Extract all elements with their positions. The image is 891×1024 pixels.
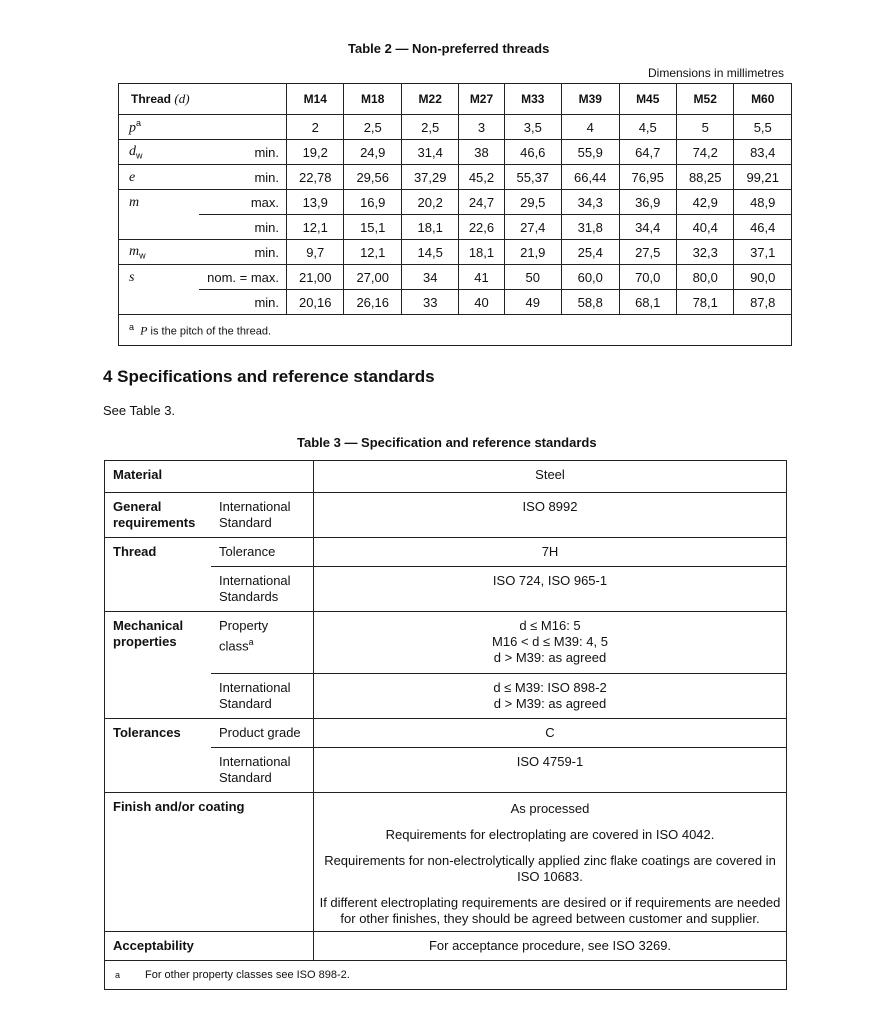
cell: 34,3 — [562, 190, 619, 215]
cell: 37,29 — [401, 165, 458, 190]
col-header: M27 — [459, 84, 504, 115]
col-header: M18 — [344, 84, 401, 115]
table-row — [105, 493, 787, 538]
cell: 12,1 — [287, 215, 344, 240]
cell: 46,6 — [504, 140, 561, 165]
col-header: M45 — [619, 84, 676, 115]
table-row — [105, 932, 787, 961]
cell: 21,9 — [504, 240, 561, 265]
cell: 29,56 — [344, 165, 401, 190]
table-row — [119, 190, 792, 215]
material-value: Steel — [314, 461, 787, 493]
table3-footnote-row — [105, 961, 787, 990]
cell: 22,78 — [287, 165, 344, 190]
section-paragraph: See Table 3. — [103, 403, 176, 418]
mechanical-standard-value: d ≤ M39: ISO 898-2 d > M39: as agreed — [314, 674, 787, 719]
table-row — [119, 240, 792, 265]
cell: 4 — [562, 115, 619, 140]
table2-header-row — [119, 84, 792, 115]
cell: 24,7 — [459, 190, 504, 215]
row-qualifier — [199, 115, 287, 140]
row-qualifier: min. — [199, 290, 287, 315]
table-row — [119, 140, 792, 165]
cell: 29,5 — [504, 190, 561, 215]
cell: 19,2 — [287, 140, 344, 165]
table2-footnote: $^a$ P is the pitch of the thread. — [119, 315, 792, 346]
material-label: Material — [105, 461, 314, 493]
mechanical-label: Mechanical properties — [105, 612, 212, 674]
empty-cell — [105, 748, 212, 793]
table-row — [105, 461, 787, 493]
cell: 25,4 — [562, 240, 619, 265]
cell: 3 — [459, 115, 504, 140]
general-sub: International Standard — [211, 493, 314, 538]
tolerances-standard-value: ISO 4759-1 — [314, 748, 787, 793]
row-symbol: $m_w$ — [119, 240, 200, 265]
cell: 41 — [459, 265, 504, 290]
cell: 2,5 — [344, 115, 401, 140]
acceptability-label: Acceptability — [105, 932, 314, 961]
cell: 32,3 — [676, 240, 733, 265]
table3-caption: Table 3 — Specification and reference standards — [297, 435, 597, 450]
row-symbol: s — [119, 265, 200, 290]
mechanical-standard-label: International Standard — [211, 674, 314, 719]
cell: 34 — [401, 265, 458, 290]
cell: 12,1 — [344, 240, 401, 265]
cell: 50 — [504, 265, 561, 290]
cell: 99,21 — [734, 165, 792, 190]
product-grade-value: C — [314, 719, 787, 748]
cell: 45,2 — [459, 165, 504, 190]
cell: 14,5 — [401, 240, 458, 265]
cell: 16,9 — [344, 190, 401, 215]
cell: 37,1 — [734, 240, 792, 265]
cell: 80,0 — [676, 265, 733, 290]
cell: 20,2 — [401, 190, 458, 215]
table2-footnote-row — [119, 315, 792, 346]
general-value: ISO 8992 — [314, 493, 787, 538]
cell: 5 — [676, 115, 733, 140]
thread-label: Thread — [105, 538, 212, 567]
cell: 38 — [459, 140, 504, 165]
empty-cell — [105, 674, 212, 719]
row-symbol: e — [119, 165, 200, 190]
cell: 88,25 — [676, 165, 733, 190]
cell: 31,4 — [401, 140, 458, 165]
thread-header: Thread (d) — [119, 84, 287, 115]
cell: 49 — [504, 290, 561, 315]
table2-caption: Table 2 — Non-preferred threads — [348, 41, 550, 56]
general-label: General requirements — [105, 493, 212, 538]
table-row — [119, 290, 792, 315]
thread-tolerance-label: Tolerance — [211, 538, 314, 567]
table-row — [105, 674, 787, 719]
table-row — [119, 115, 792, 140]
acceptability-value: For acceptance procedure, see ISO 3269. — [314, 932, 787, 961]
cell: 64,7 — [619, 140, 676, 165]
cell: 36,9 — [619, 190, 676, 215]
row-symbol: m — [119, 190, 200, 215]
table3-specification-standards — [104, 460, 787, 990]
section-heading: 4 Specifications and reference standards — [103, 367, 435, 386]
cell: 5,5 — [734, 115, 792, 140]
cell: 74,2 — [676, 140, 733, 165]
col-header: M14 — [287, 84, 344, 115]
cell: 87,8 — [734, 290, 792, 315]
cell: 55,9 — [562, 140, 619, 165]
row-symbol: $d_w$ — [119, 140, 200, 165]
row-qualifier: min. — [199, 165, 287, 190]
cell: 90,0 — [734, 265, 792, 290]
empty-cell — [105, 567, 212, 612]
table-row — [105, 748, 787, 793]
cell: 55,37 — [504, 165, 561, 190]
row-qualifier: min. — [199, 215, 287, 240]
cell: 22,6 — [459, 215, 504, 240]
cell: 26,16 — [344, 290, 401, 315]
cell: 40,4 — [676, 215, 733, 240]
table-row — [119, 165, 792, 190]
cell: 3,5 — [504, 115, 561, 140]
row-symbol — [119, 290, 200, 315]
property-class-label: Property class$^a$ — [211, 612, 314, 674]
units-note: Dimensions in millimetres — [648, 66, 785, 80]
cell: 83,4 — [734, 140, 792, 165]
cell: 15,1 — [344, 215, 401, 240]
cell: 2,5 — [401, 115, 458, 140]
cell: 21,00 — [287, 265, 344, 290]
row-qualifier: min. — [199, 140, 287, 165]
cell: 33 — [401, 290, 458, 315]
row-qualifier: max. — [199, 190, 287, 215]
row-qualifier: min. — [199, 240, 287, 265]
table-row — [105, 567, 787, 612]
table-row — [119, 215, 792, 240]
thread-standards-value: ISO 724, ISO 965-1 — [314, 567, 787, 612]
finish-label: Finish and/or coating — [105, 793, 314, 932]
table-row — [119, 265, 792, 290]
cell: 31,8 — [562, 215, 619, 240]
cell: 76,95 — [619, 165, 676, 190]
tolerances-label: Tolerances — [105, 719, 212, 748]
cell: 48,9 — [734, 190, 792, 215]
col-header: M60 — [734, 84, 792, 115]
row-symbol — [119, 215, 200, 240]
cell: 9,7 — [287, 240, 344, 265]
cell: 78,1 — [676, 290, 733, 315]
cell: 20,16 — [287, 290, 344, 315]
cell: 58,8 — [562, 290, 619, 315]
table2-non-preferred-threads — [118, 83, 792, 346]
cell: 13,9 — [287, 190, 344, 215]
col-header: M33 — [504, 84, 561, 115]
tolerances-standard-label: International Standard — [211, 748, 314, 793]
row-qualifier: nom. = max. — [199, 265, 287, 290]
cell: 68,1 — [619, 290, 676, 315]
cell: 40 — [459, 290, 504, 315]
table3-footnote: a For other property classes see ISO 898-2. — [105, 961, 787, 990]
cell: 24,9 — [344, 140, 401, 165]
product-grade-label: Product grade — [211, 719, 314, 748]
thread-tolerance-value: 7H — [314, 538, 787, 567]
property-class-value: d ≤ M16: 5 M16 < d ≤ M39: 4, 5 d > M39: as agreed — [314, 612, 787, 674]
cell: 4,5 — [619, 115, 676, 140]
cell: 42,9 — [676, 190, 733, 215]
cell: 27,00 — [344, 265, 401, 290]
cell: 34,4 — [619, 215, 676, 240]
cell: 70,0 — [619, 265, 676, 290]
cell: 27,4 — [504, 215, 561, 240]
col-header: M52 — [676, 84, 733, 115]
row-symbol: $p^a$ — [119, 115, 200, 140]
table-row — [105, 719, 787, 748]
cell: 18,1 — [459, 240, 504, 265]
cell: 60,0 — [562, 265, 619, 290]
cell: 2 — [287, 115, 344, 140]
col-header: M22 — [401, 84, 458, 115]
cell: 18,1 — [401, 215, 458, 240]
col-header: M39 — [562, 84, 619, 115]
cell: 66,44 — [562, 165, 619, 190]
cell: 46,4 — [734, 215, 792, 240]
thread-standards-label: International Standards — [211, 567, 314, 612]
cell: 27,5 — [619, 240, 676, 265]
table-row — [105, 793, 787, 932]
table-row — [105, 612, 787, 674]
finish-value: As processed Requirements for electroplating are covered in ISO 4042. Requirements for non-electrolytically applied zinc flake coatings are covered in ISO 10683. If different electroplating requirements are desired or if requirements are needed for other finishes, they should be agreed between customer and supplier. — [314, 793, 787, 932]
table-row — [105, 538, 787, 567]
